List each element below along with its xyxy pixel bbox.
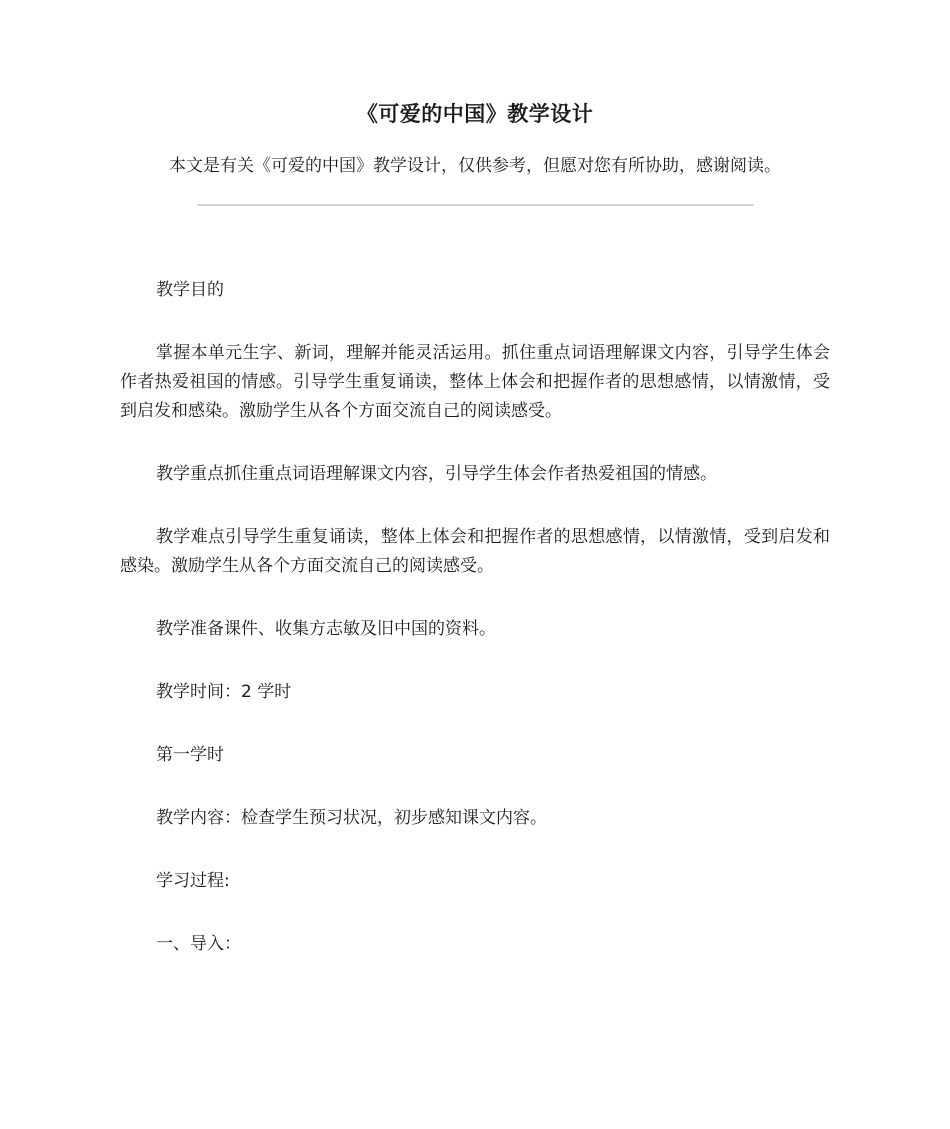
document-body (120, 276, 830, 959)
heading-introduction: 一、导入： (156, 934, 241, 954)
paragraph-teaching-preparation: 教学准备课件、收集方志敏及旧中国的资料。 (156, 619, 496, 639)
paragraph-teaching-focus: 教学重点抓住重点词语理解课文内容，引导学生体会作者热爱祖国的情感。 (156, 464, 717, 484)
section-divider (197, 204, 754, 206)
paragraph-teaching-time: 教学时间：2 学时 (156, 682, 292, 702)
heading-learning-process: 学习过程: (156, 871, 230, 891)
document-intro: 本文是有关《可爱的中国》教学设计，仅供参考，但愿对您有所协助，感谢阅读。 (169, 156, 781, 176)
document-title: 《可爱的中国》教学设计 (356, 102, 594, 126)
heading-first-lesson: 第一学时 (156, 745, 224, 765)
paragraph-teaching-goals: 掌握本单元生字、新词，理解并能灵活运用。抓住重点词语理解课文内容，引导学生体会作者热爱祖国的情感。引导学生重复诵读，整体上体会和把握作者的思想感情，以情激情，受到启发和感染。激励学生从各个方面交流自己的阅读感受。 (120, 343, 830, 421)
heading-teaching-goals: 教学目的 (156, 280, 224, 300)
paragraph-teaching-difficulty: 教学难点引导学生重复诵读，整体上体会和把握作者的思想感情，以情激情，受到启发和感染。激励学生从各个方面交流自己的阅读感受。 (120, 527, 830, 576)
paragraph-teaching-content: 教学内容：检查学生预习状况，初步感知课文内容。 (156, 808, 547, 828)
